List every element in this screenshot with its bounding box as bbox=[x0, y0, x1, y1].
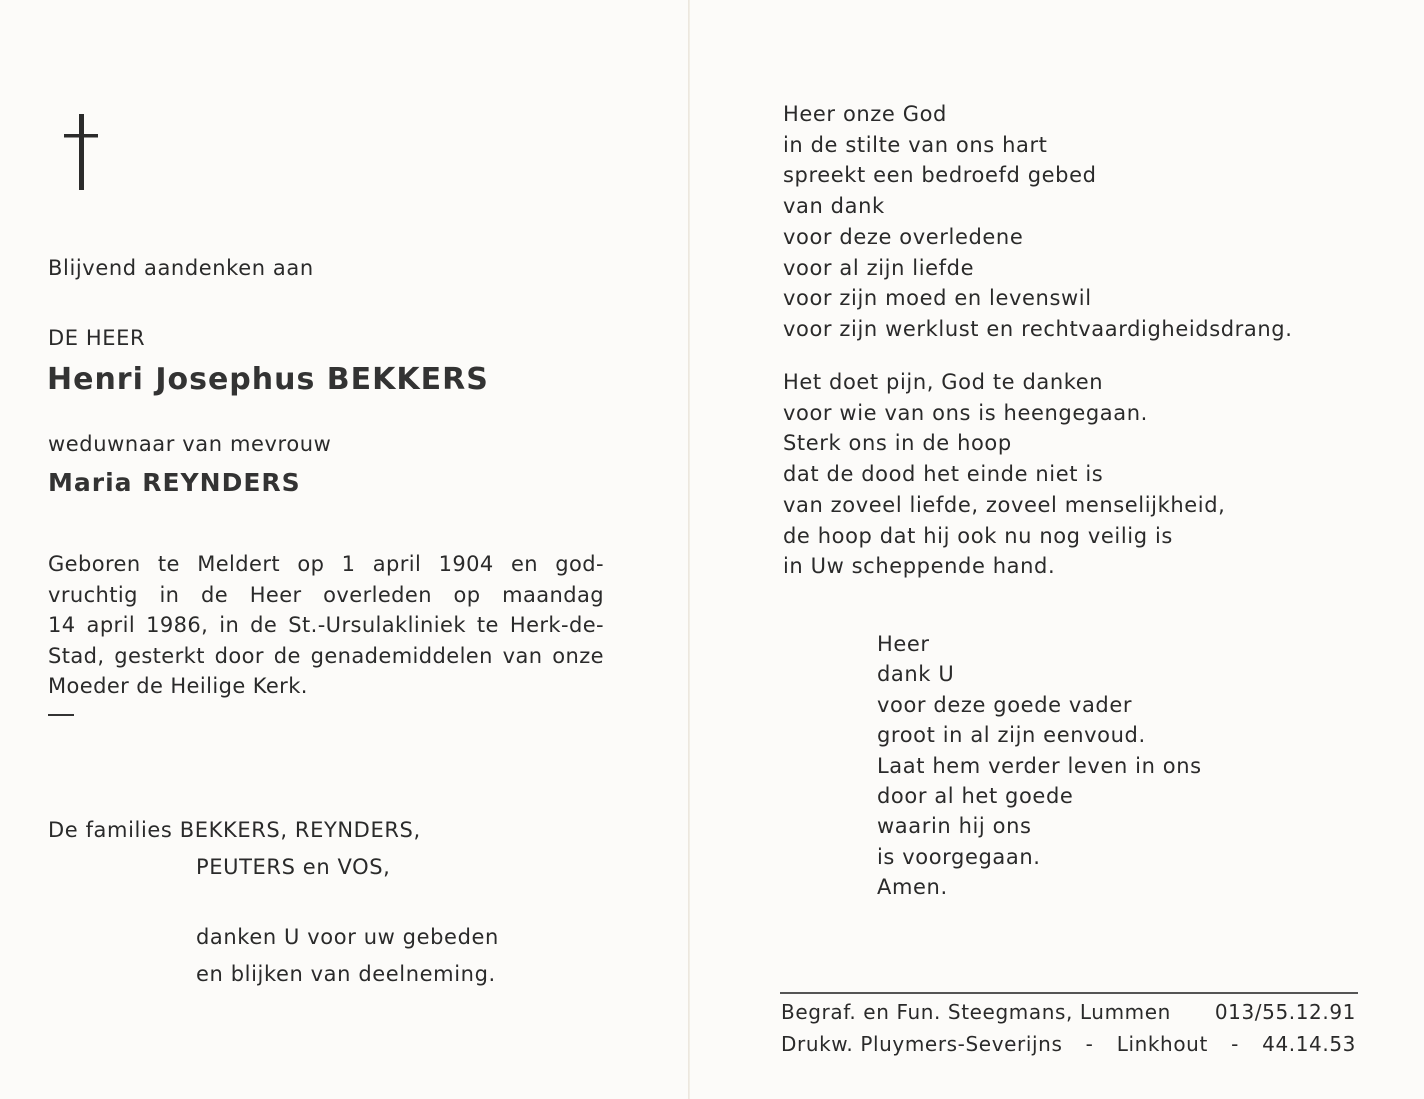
bio-line: Moeder de Heilige Kerk. bbox=[48, 674, 308, 698]
prayer-line: dat de dood het einde niet is bbox=[783, 462, 1104, 487]
intro-text: Blijvend aandenken aan bbox=[48, 256, 314, 280]
prayer-line: de hoop dat hij ook nu nog veilig is bbox=[783, 523, 1173, 548]
prayer-line: voor deze goede vader bbox=[877, 692, 1133, 717]
prayer-line: waarin hij ons bbox=[877, 814, 1032, 839]
separator: - bbox=[1085, 1032, 1094, 1056]
separator-dash bbox=[48, 714, 74, 716]
prayer-line: in Uw scheppende hand. bbox=[783, 554, 1056, 579]
prayer-stanza-3 bbox=[877, 629, 1202, 903]
prayer-line: voor wie van ons is heengegaan. bbox=[783, 400, 1148, 425]
thanks-line: en blijken van deelneming. bbox=[196, 962, 496, 986]
printer-phone: 44.14.53 bbox=[1262, 1032, 1356, 1056]
prayer-line: voor al zijn liefde bbox=[783, 255, 975, 280]
spouse-name: Maria REYNDERS bbox=[48, 468, 301, 497]
families-line: PEUTERS en VOS, bbox=[196, 855, 391, 879]
bio-line: vruchtig in de Heer overleden op maandag bbox=[48, 582, 604, 607]
prayer-line: groot in al zijn eenvoud. bbox=[877, 723, 1146, 748]
bio-line: Stad, gesterkt door de genademiddelen van onze bbox=[48, 643, 604, 668]
prayer-line: voor zijn moed en levenswil bbox=[783, 286, 1092, 311]
prayer-line: Heer bbox=[877, 632, 930, 656]
prayer-line: in de stilte van ons hart bbox=[783, 132, 1048, 157]
prayer-line: voor zijn werklust en rechtvaardigheidsdrang. bbox=[783, 316, 1293, 341]
prayer-line: Het doet pijn, God te danken bbox=[783, 370, 1104, 394]
spouse-intro: weduwnaar van mevrouw bbox=[48, 432, 332, 456]
prayer-line: spreekt een bedroefd gebed bbox=[783, 163, 1097, 188]
prayer-stanza-1 bbox=[783, 99, 1293, 345]
bio-line: Geboren te Meldert op 1 april 1904 en god- bbox=[48, 552, 604, 576]
deceased-name: Henri Josephus BEKKERS bbox=[47, 362, 489, 397]
prayer-line: Sterk ons in de hoop bbox=[783, 431, 1012, 456]
printer-name: Drukw. Pluymers-Severijns bbox=[781, 1032, 1063, 1056]
prayer-line: van zoveel liefde, zoveel menselijkheid, bbox=[783, 492, 1226, 517]
prayer-line: dank U bbox=[877, 662, 955, 687]
prayer-stanza-2 bbox=[783, 367, 1225, 582]
thanks-line: danken U voor uw gebeden bbox=[196, 925, 499, 949]
biography-paragraph bbox=[48, 549, 604, 702]
printer-line bbox=[781, 1032, 1356, 1056]
prayer-line: door al het goede bbox=[877, 784, 1074, 809]
funeral-director-phone: 013/55.12.91 bbox=[1214, 1000, 1356, 1024]
footer-rule bbox=[780, 992, 1358, 994]
prayer-line: voor deze overledene bbox=[783, 224, 1024, 249]
funeral-director-line bbox=[781, 1000, 1356, 1024]
families-line: De families BEKKERS, REYNDERS, bbox=[48, 818, 421, 842]
bio-line: 14 april 1986, in de St.-Ursulakliniek te Herk-de- bbox=[48, 613, 604, 637]
funeral-director: Begraf. en Fun. Steegmans, Lummen bbox=[781, 1000, 1171, 1024]
prayer-line: Laat hem verder leven in ons bbox=[877, 753, 1202, 778]
prayer-line: Heer onze God bbox=[783, 102, 947, 126]
prayer-line: Amen. bbox=[877, 875, 948, 900]
separator: - bbox=[1231, 1032, 1239, 1056]
fold-line bbox=[688, 0, 690, 1099]
prayer-line: van dank bbox=[783, 194, 885, 219]
prayer-line: is voorgegaan. bbox=[877, 844, 1041, 869]
printer-town: Linkhout bbox=[1116, 1032, 1208, 1056]
cross-icon bbox=[64, 114, 98, 190]
honorific: DE HEER bbox=[48, 326, 146, 350]
